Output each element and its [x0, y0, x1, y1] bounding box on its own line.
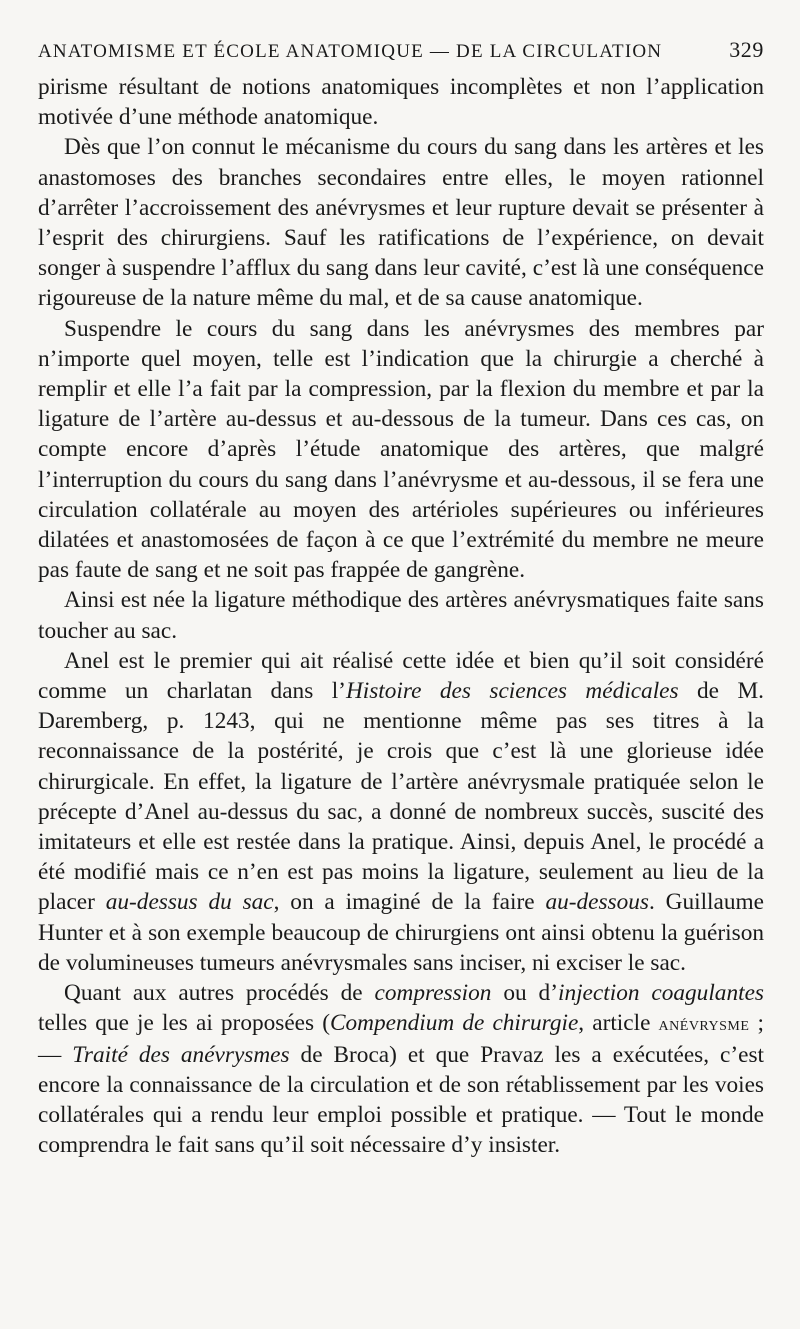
- italic-text: au-dessous: [545, 889, 649, 916]
- text-run: de Broca) et que Pravaz les a exécutées, c’est encore la connaissance de la circulation et de son rétablissement par les voies collatérales qui a rendu leur emploi possible et pratique. — Tout le monde comprendra le fait sans qu’il soit nécessaire d’y insister.: [38, 1041, 764, 1159]
- paragraph: [38, 978, 764, 1160]
- text-run: ; —: [38, 1010, 764, 1068]
- text-run: Dès que l’on connut le mécanisme du cours du sang dans les artères et les anastomoses des branches secondaires entre elles, le moyen rationnel d’arrêter l’accroissement des anévrysmes et leur rupture devait se présenter à l’esprit des chirurgiens. Sauf les ratifications de l’expérience, on devait songer à suspendre l’afflux du sang dans leur cavité, c’est là une conséquence rigoureuse de la nature même du mal, et de sa cause anatomique.: [38, 134, 764, 312]
- italic-text: compression: [374, 980, 492, 1007]
- italic-text: au-dessus du sac: [105, 889, 274, 916]
- running-head-title: ANATOMISME ET ÉCOLE ANATOMIQUE — DE LA CIRCULATION: [38, 41, 663, 62]
- running-head: [38, 28, 764, 72]
- paragraph: [38, 314, 764, 586]
- paragraph: [38, 646, 764, 978]
- text-run: telles que je les ai proposées (: [38, 1010, 330, 1037]
- text-run: , on a imaginé de la faire: [273, 889, 546, 916]
- page-number: 329: [729, 37, 764, 62]
- text-run: Quant aux autres procédés de: [64, 980, 375, 1007]
- text-run: , article: [578, 1010, 659, 1037]
- paragraph: [38, 132, 764, 313]
- text-run: ou d’: [491, 980, 558, 1007]
- text-run: de M. Daremberg, p. 1243, qui ne mentionne même pas ses titres à la reconnaissance de la postérité, je crois que c’est là une glorieuse idée chirurgicale. En effet, la ligature de l’artère anévrysmale pratiquée selon le précepte d’Anel au-dessus du sac, a donné de nombreux succès, suscité des imitateurs et elle est restée dans la pratique. Ainsi, depuis Anel, le procédé a été modifié mais ce n’en est pas moins la ligature, seulement au lieu de la placer: [38, 678, 765, 916]
- paragraph: [38, 72, 764, 132]
- text-run: Ainsi est née la ligature méthodique des artères anévrysmatiques faite sans toucher au sac.: [38, 587, 764, 644]
- italic-text: Compendium de chirurgie: [329, 1010, 579, 1037]
- text-run: Anel est le premier qui ait réalisé cette idée et bien qu’il soit considéré comme un charlatan dans l’: [38, 647, 764, 705]
- italic-text: Histoire des sciences médicales: [345, 678, 679, 705]
- text-run: pirisme résultant de notions anatomiques incomplètes et non l’application motivée d’une méthode anatomique.: [38, 74, 764, 131]
- paragraph: [38, 585, 764, 645]
- text-run: . Guillaume Hunter et à son exemple beaucoup de chirurgiens ont ainsi obtenu la guérison de volumineuses tumeurs anévrysmales sans inciser, ni exciser le sac.: [38, 889, 764, 976]
- italic-text: injection coagulantes: [557, 980, 764, 1007]
- italic-text: Traité des anévrysmes: [72, 1041, 290, 1068]
- text-run: Suspendre le cours du sang dans les anévrysmes des membres par n’importe quel moyen, telle est l’indication que la chirurgie a cherché à remplir et elle l’a fait par la compression, par la flexion du membre et par la ligature de l’artère au-dessus et au-dessous de la tumeur. Dans ces cas, on compte encore d’après l’étude anatomique des artères, que malgré l’interruption du cours du sang dans l’anévrysme et au-dessous, il se fera une circulation collatérale au moyen des artérioles supérieures ou inférieures dilatées et anastomosées de façon à ce que l’extrémité du membre ne meure pas faute de sang et ne soit pas frappée de gangrène.: [38, 315, 764, 584]
- body-text: [38, 72, 764, 1160]
- smallcaps-text: anévrysme: [658, 1013, 750, 1036]
